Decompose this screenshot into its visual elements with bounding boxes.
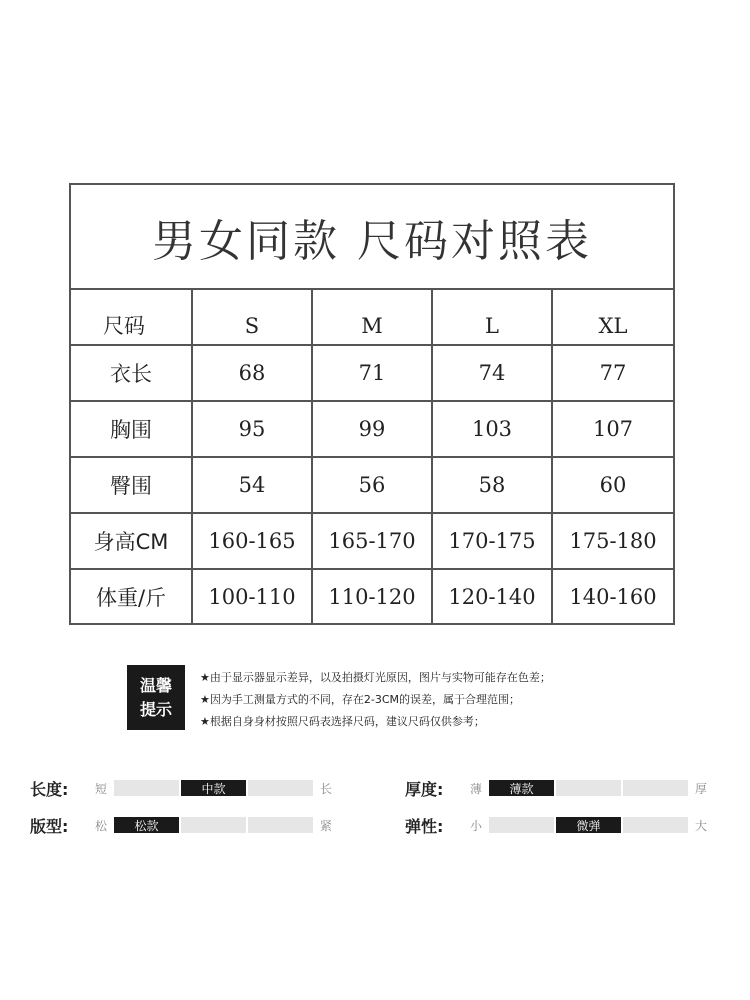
scale-high-label: 长 bbox=[319, 781, 332, 796]
scale-title: 版型: bbox=[30, 816, 69, 836]
row-label: 衣长 bbox=[71, 346, 193, 402]
scale-segment bbox=[623, 780, 688, 796]
header-label: 尺码 bbox=[71, 290, 193, 346]
table-cell: 120-140 bbox=[433, 570, 553, 624]
table-cell: 103 bbox=[433, 402, 553, 458]
tip-item: ★根据自身身材按照尺码表选择尺码，建议尺码仅供参考； bbox=[200, 715, 485, 728]
table-cell: 54 bbox=[193, 458, 313, 514]
scale-high-label: 紧 bbox=[319, 818, 332, 833]
scale-segment bbox=[623, 817, 688, 833]
size-header: M bbox=[313, 290, 433, 346]
scale-low-label: 薄 bbox=[469, 781, 482, 796]
scale-title: 弹性: bbox=[405, 816, 444, 836]
scale-segment bbox=[489, 817, 554, 833]
table-cell: 175-180 bbox=[553, 514, 673, 570]
scale-segment: 松款 bbox=[114, 817, 179, 833]
table-cell: 170-175 bbox=[433, 514, 553, 570]
size-header: XL bbox=[553, 290, 673, 346]
table-cell: 58 bbox=[433, 458, 553, 514]
size-chart-table bbox=[69, 183, 675, 625]
scale-segment bbox=[556, 780, 621, 796]
table-cell: 74 bbox=[433, 346, 553, 402]
scale-segment: 微弹 bbox=[556, 817, 621, 833]
scale-high-label: 大 bbox=[694, 818, 707, 833]
table-cell: 77 bbox=[553, 346, 673, 402]
table-title: 男女同款 尺码对照表 bbox=[71, 185, 673, 290]
size-header: L bbox=[433, 290, 553, 346]
scale-bar bbox=[114, 817, 313, 833]
scale-segment bbox=[114, 780, 179, 796]
row-label: 臀围 bbox=[71, 458, 193, 514]
tip-item: ★因为手工测量方式的不同，存在2-3CM的误差，属于合理范围； bbox=[200, 693, 520, 706]
table-cell: 71 bbox=[313, 346, 433, 402]
table-cell: 56 bbox=[313, 458, 433, 514]
table-cell: 99 bbox=[313, 402, 433, 458]
row-label: 身高CM bbox=[71, 514, 193, 570]
table-cell: 160-165 bbox=[193, 514, 313, 570]
tip-item: ★由于显示器显示差异，以及拍摄灯光原因，图片与实物可能存在色差； bbox=[200, 671, 551, 684]
elasticity-scale bbox=[405, 815, 710, 835]
scale-bar bbox=[114, 780, 313, 796]
length-scale bbox=[30, 778, 335, 798]
scale-low-label: 小 bbox=[469, 818, 482, 833]
scale-bar bbox=[489, 780, 688, 796]
tips-badge-line2: 提示 bbox=[139, 699, 172, 719]
scale-title: 厚度: bbox=[405, 779, 444, 799]
scale-segment: 中款 bbox=[181, 780, 246, 796]
scale-segment bbox=[248, 817, 313, 833]
row-label: 胸围 bbox=[71, 402, 193, 458]
scale-high-label: 厚 bbox=[694, 781, 707, 796]
fit-scale bbox=[30, 815, 335, 835]
table-cell: 95 bbox=[193, 402, 313, 458]
thickness-scale bbox=[405, 778, 710, 798]
table-cell: 100-110 bbox=[193, 570, 313, 624]
scale-bar bbox=[489, 817, 688, 833]
tips-badge-line1: 温馨 bbox=[139, 675, 172, 695]
table-cell: 60 bbox=[553, 458, 673, 514]
scale-segment bbox=[248, 780, 313, 796]
table-cell: 107 bbox=[553, 402, 673, 458]
table-cell: 110-120 bbox=[313, 570, 433, 624]
scale-low-label: 短 bbox=[94, 781, 107, 796]
table-cell: 68 bbox=[193, 346, 313, 402]
scale-segment bbox=[181, 817, 246, 833]
table-cell: 165-170 bbox=[313, 514, 433, 570]
size-grid bbox=[71, 290, 673, 624]
tips-badge bbox=[127, 665, 185, 730]
scale-segment: 薄款 bbox=[489, 780, 554, 796]
scale-low-label: 松 bbox=[94, 818, 107, 833]
row-label: 体重/斤 bbox=[71, 570, 193, 624]
size-header: S bbox=[193, 290, 313, 346]
scale-title: 长度: bbox=[30, 779, 69, 799]
table-cell: 140-160 bbox=[569, 585, 657, 609]
tips-list bbox=[200, 667, 720, 733]
